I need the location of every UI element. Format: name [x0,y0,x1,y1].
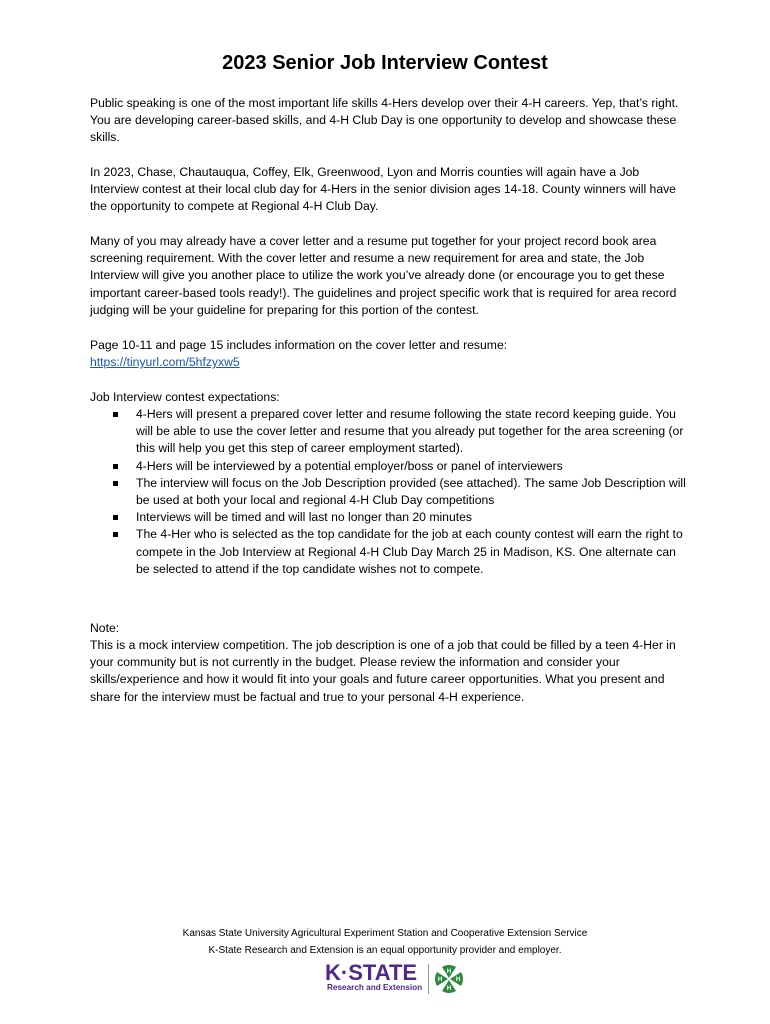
kstate-logo-subtitle: Research and Extension [327,983,423,992]
list-item-text: The interview will focus on the Job Description provided (see attached). The same Job Description will be used at both your local and regional 4-H Club Day competitions [136,475,686,508]
kstate-logo [325,962,465,996]
four-h-clover-icon [433,963,465,995]
footer-line-2: K-State Research and Extension is an equal opportunity provider and employer. [208,945,562,956]
svg-text:H: H [437,977,443,983]
bullet-square-icon [113,532,118,537]
list-item-text: 4-Hers will be interviewed by a potential employer/boss or panel of interviewers [136,458,563,473]
bullet-square-icon [113,412,118,417]
list-item [90,509,690,526]
logo-divider [428,964,429,994]
cover-letter-paragraph: Many of you may already have a cover letter and a resume put together for your project record book area screening requirement. With the cover letter and resume a new requirement for area and state, the Job Interview will give you another place to utilize the work you’ve already done (or encourage you to get these important career-based tools ready!). The guidelines and project specific work that is required for area record judging will be your guideline for preparing for this portion of the contest. [90,234,677,317]
svg-text:H: H [455,977,461,983]
list-item [90,475,690,509]
expectations-list [90,406,690,578]
svg-text:H: H [446,986,452,992]
list-item [90,526,690,578]
note-paragraph: This is a mock interview competition. The job description is one of a job that could be filled by a teen 4-Her in your community but is not currently in the budget. Please review the information and consider your skills/experience and how it would fit into your goals and future career opportunities. What you present and share for the interview must be factual and true to your personal 4-H experience. [90,638,676,704]
bullet-square-icon [113,464,118,469]
expectations-heading: Job Interview contest expectations: [90,390,280,404]
list-item-text: 4-Hers will present a prepared cover letter and resume following the state record keeping guide. You will be able to use the cover letter and resume that you already put together for the area screening (or this will help you get this step of career employment started). [136,407,684,456]
svg-text:H: H [446,969,452,975]
list-item-text: The 4-Her who is selected as the top candidate for the job at each county contest will earn the right to compete in the Job Interview at Regional 4-H Club Day March 25 in Madison, KS. One alternate can be selected to attend if the top candidate wishes not to compete. [136,527,683,576]
page-info-text: Page 10-11 and page 15 includes information on the cover letter and resume: [90,338,508,352]
list-item-text: Interviews will be timed and will last no longer than 20 minutes [136,510,473,525]
list-item [90,406,690,458]
intro-paragraph: Public speaking is one of the most important life skills 4-Hers develop over their 4-H careers. Yep, that’s right. You are developing career-based skills, and 4-H Club Day is one opportunity to develop and showcase these skills. [90,96,679,145]
page-info-paragraph [90,337,690,371]
list-item [90,458,690,475]
bullet-square-icon [113,481,118,486]
resume-info-link[interactable]: https://tinyurl.com/5hfzyxw5 [90,355,240,370]
footer-line-1: Kansas State University Agricultural Experiment Station and Cooperative Extension Service [182,928,588,939]
page-title: 2023 Senior Job Interview Contest [222,52,548,74]
bullet-square-icon [113,515,118,520]
counties-paragraph: In 2023, Chase, Chautauqua, Coffey, Elk, Greenwood, Lyon and Morris counties will again have a Job Interview contest at their local club day for 4-Hers in the senior division ages 14-18. County winners will have the opportunity to compete at Regional 4-H Club Day. [90,165,676,214]
note-heading: Note: [90,621,120,635]
kstate-logo-title: K·STATE [325,960,418,985]
